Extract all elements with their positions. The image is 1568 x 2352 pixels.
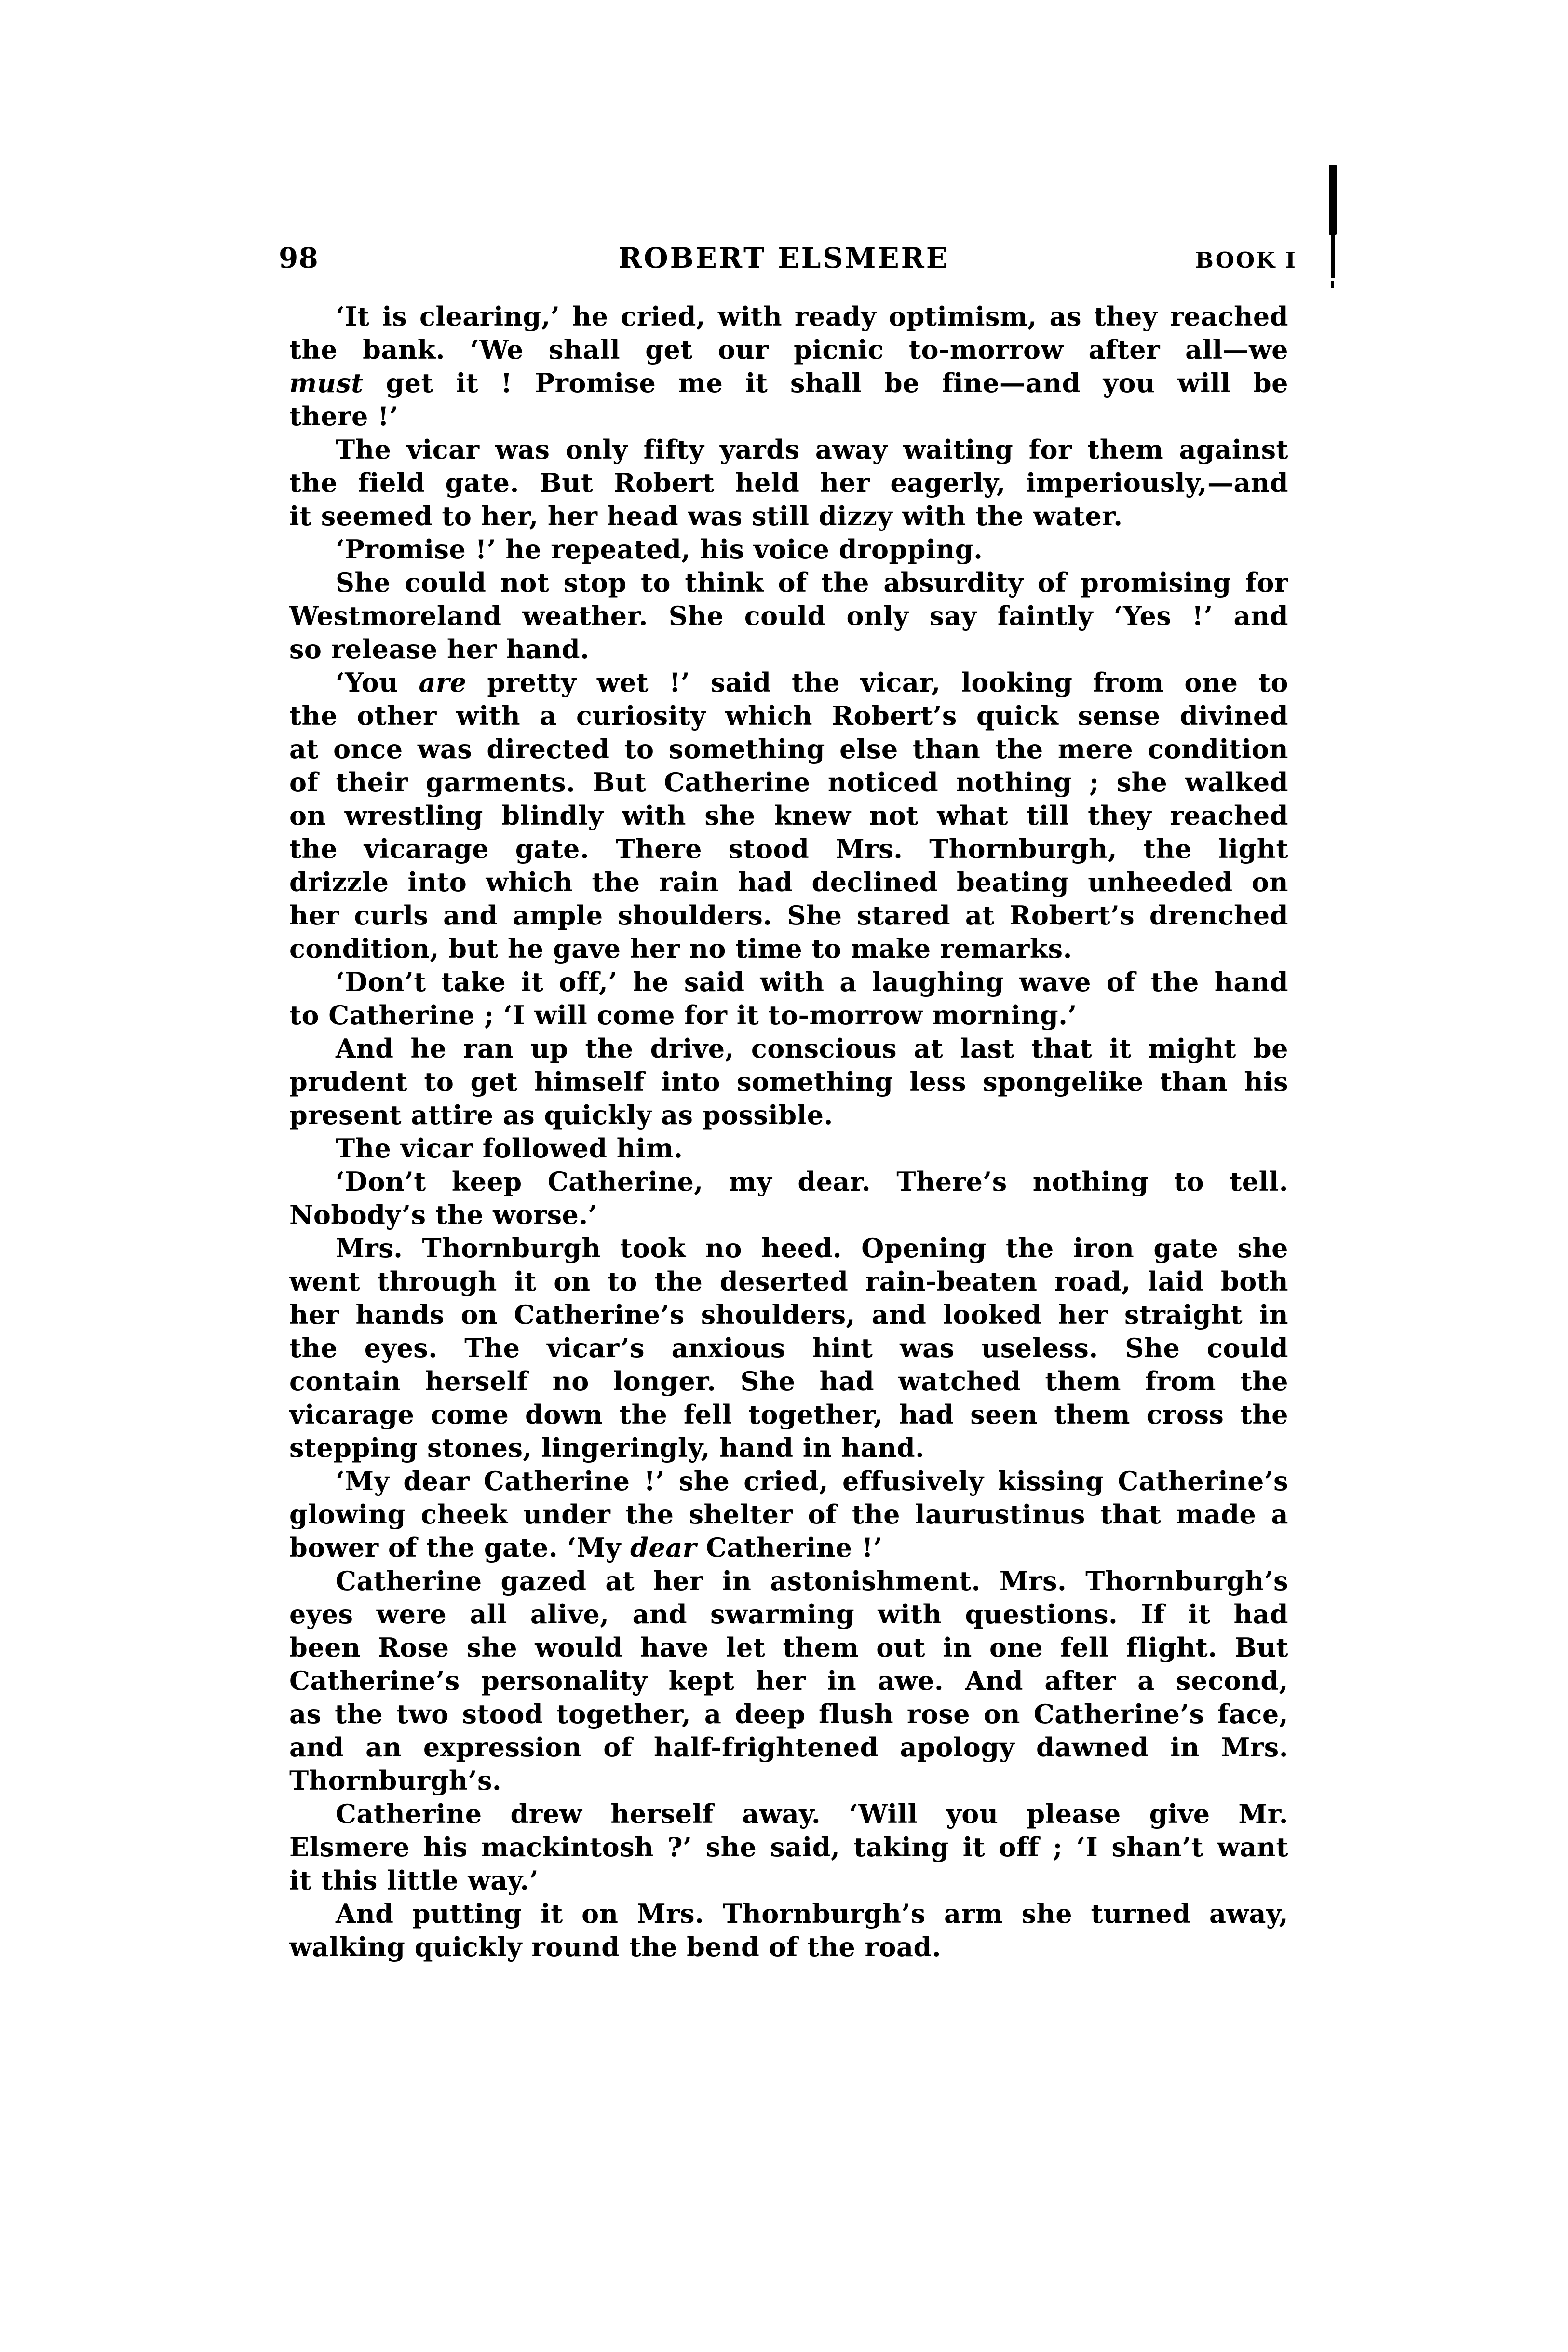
- running-title: ROBERT ELSMERE: [618, 242, 950, 274]
- text-line: [289, 1465, 1288, 1498]
- text-line: [289, 1598, 1288, 1631]
- text-segment: as the two stood together, a deep flush rose on Catherine’s face,: [289, 1699, 1288, 1729]
- text-segment: on wrestling blindly with she knew not what till they reached: [289, 800, 1288, 831]
- text-line: [289, 300, 1288, 333]
- text-line: [289, 699, 1288, 733]
- text-line: [289, 1864, 1288, 1897]
- text-segment: prudent to get himself into something less spongelike than his: [289, 1066, 1288, 1097]
- paragraph: [289, 1232, 1288, 1465]
- text-segment: Catherine gazed at her in astonishment. Mrs. Thornburgh’s: [336, 1565, 1288, 1596]
- text-segment: the field gate. But Robert held her eagerly, imperiously,—and: [289, 467, 1288, 498]
- text-line: [289, 733, 1288, 766]
- text-line: [289, 1664, 1288, 1698]
- scan-artifact-segment: [1331, 281, 1334, 288]
- text-line: [289, 1132, 1288, 1165]
- text-line: [289, 1365, 1288, 1398]
- text-line: [289, 1698, 1288, 1731]
- text-segment: and an expression of half-frightened apology dawned in Mrs.: [289, 1732, 1288, 1763]
- text-line: [289, 1332, 1288, 1365]
- paragraph: [289, 1564, 1288, 1797]
- text-segment: The vicar followed him.: [336, 1133, 683, 1164]
- text-segment: Elsmere his mackintosh ?’ she said, taking it off ; ‘I shan’t want: [289, 1832, 1288, 1863]
- text-line: [289, 1531, 1288, 1564]
- paragraph: [289, 965, 1288, 1032]
- italic-word: dear: [630, 1532, 697, 1563]
- text-segment: there !’: [289, 401, 399, 432]
- text-segment: And putting it on Mrs. Thornburgh’s arm she turned away,: [336, 1898, 1288, 1929]
- text-line: [289, 1298, 1288, 1332]
- text-segment: Westmoreland weather. She could only say faintly ‘Yes !’ and: [289, 600, 1288, 631]
- text-line: [289, 766, 1288, 799]
- text-line: [289, 633, 1288, 666]
- text-segment: pretty wet !’ said the vicar, looking from one to: [466, 667, 1289, 698]
- text-line: [289, 1564, 1288, 1598]
- text-line: [289, 1032, 1288, 1065]
- text-segment: get it ! Promise me it shall be fine—and you will be: [363, 367, 1288, 398]
- text-segment: vicarage come down the fell together, had seen them cross the: [289, 1399, 1288, 1430]
- text-segment: eyes were all alive, and swarming with questions. If it had: [289, 1599, 1288, 1630]
- text-line: [289, 899, 1288, 932]
- paragraph: [289, 1465, 1288, 1564]
- text-line: [289, 1498, 1288, 1531]
- text-segment: the bank. ‘We shall get our picnic to-morrow after all—we: [289, 334, 1288, 365]
- text-line: [289, 1265, 1288, 1298]
- text-segment: so release her hand.: [289, 634, 590, 665]
- text-line: [289, 1198, 1288, 1232]
- text-segment: Catherine drew herself away. ‘Will you please give Mr.: [336, 1798, 1288, 1829]
- text-line: [289, 1931, 1288, 1964]
- page-number: 98: [279, 242, 319, 274]
- text-segment: Catherine !’: [696, 1532, 883, 1563]
- paragraph: [289, 566, 1288, 666]
- text-segment: her hands on Catherine’s shoulders, and looked her straight in: [289, 1299, 1288, 1330]
- text-segment: her curls and ample shoulders. She stared at Robert’s drenched: [289, 900, 1288, 931]
- text-line: [289, 433, 1288, 466]
- paragraph: [289, 1797, 1288, 1897]
- book-label: BOOK I: [1195, 247, 1297, 273]
- text-line: [289, 1731, 1288, 1764]
- text-segment: to Catherine ; ‘I will come for it to-morrow morning.’: [289, 1000, 1077, 1031]
- text-segment: bower of the gate. ‘My: [289, 1532, 631, 1563]
- text-segment: ‘My dear Catherine !’ she cried, effusively kissing Catherine’s: [336, 1466, 1288, 1496]
- text-line: [289, 799, 1288, 832]
- paragraph: [289, 300, 1288, 433]
- text-line: [289, 666, 1288, 699]
- italic-word: are: [419, 667, 467, 698]
- text-segment: condition, but he gave her no time to make remarks.: [289, 933, 1072, 964]
- paragraph: [289, 433, 1288, 533]
- text-segment: Mrs. Thornburgh took no heed. Opening the iron gate she: [336, 1233, 1288, 1264]
- text-segment: been Rose she would have let them out in one fell flight. But: [289, 1632, 1288, 1663]
- text-segment: ‘Don’t take it off,’ he said with a laughing wave of the hand: [336, 966, 1288, 997]
- text-segment: went through it on to the deserted rain-beaten road, laid both: [289, 1266, 1288, 1297]
- text-line: [289, 1797, 1288, 1831]
- paragraph: [289, 1165, 1288, 1232]
- text-segment: And he ran up the drive, conscious at last that it might be: [336, 1033, 1288, 1064]
- text-segment: it this little way.’: [289, 1865, 539, 1896]
- text-line: [289, 1831, 1288, 1864]
- text-segment: the vicarage gate. There stood Mrs. Thornburgh, the light: [289, 833, 1288, 864]
- text-segment: the eyes. The vicar’s anxious hint was useless. She could: [289, 1332, 1288, 1363]
- paragraph: [289, 666, 1288, 965]
- text-segment: the other with a curiosity which Robert’s quick sense divined: [289, 700, 1288, 731]
- text-line: [289, 1897, 1288, 1931]
- text-line: [289, 1232, 1288, 1265]
- text-line: [289, 932, 1288, 965]
- text-segment: The vicar was only fifty yards away waiting for them against: [336, 434, 1288, 465]
- text-segment: ‘Promise !’ he repeated, his voice dropping.: [336, 534, 983, 565]
- text-segment: stepping stones, lingeringly, hand in hand.: [289, 1432, 925, 1463]
- text-segment: walking quickly round the bend of the road.: [289, 1931, 942, 1962]
- text-segment: She could not stop to think of the absurdity of promising for: [336, 567, 1288, 598]
- text-segment: ‘It is clearing,’ he cried, with ready optimism, as they reached: [336, 301, 1288, 332]
- paragraph: [289, 533, 1288, 566]
- text-segment: Thornburgh’s.: [289, 1765, 502, 1796]
- text-line: [289, 599, 1288, 633]
- text-segment: present attire as quickly as possible.: [289, 1100, 833, 1130]
- text-line: [289, 400, 1288, 433]
- scan-artifact-segment: [1331, 231, 1335, 278]
- text-line: [289, 333, 1288, 367]
- text-line: [289, 1165, 1288, 1198]
- scan-artifact-segment: [1329, 165, 1337, 235]
- text-line: [289, 466, 1288, 500]
- paragraph: [289, 1132, 1288, 1165]
- text-line: [289, 1764, 1288, 1797]
- paragraph: [289, 1897, 1288, 1964]
- text-segment: drizzle into which the rain had declined beating unheeded on: [289, 867, 1288, 897]
- text-segment: Catherine’s personality kept her in awe. And after a second,: [289, 1665, 1288, 1696]
- text-line: [289, 1631, 1288, 1664]
- text-line: [289, 1431, 1288, 1465]
- text-line: [289, 832, 1288, 866]
- text-segment: at once was directed to something else than the mere condition: [289, 734, 1288, 764]
- text-line: [289, 1099, 1288, 1132]
- text-line: [289, 1065, 1288, 1099]
- text-line: [289, 1398, 1288, 1431]
- text-segment: it seemed to her, her head was still dizzy with the water.: [289, 501, 1123, 531]
- text-line: [289, 965, 1288, 999]
- italic-word: must: [289, 367, 364, 398]
- text-segment: glowing cheek under the shelter of the laurustinus that made a: [289, 1499, 1288, 1530]
- text-line: [289, 866, 1288, 899]
- text-line: [289, 566, 1288, 599]
- paragraph: [289, 1032, 1288, 1132]
- text-segment: contain herself no longer. She had watched them from the: [289, 1366, 1288, 1397]
- text-line: [289, 500, 1288, 533]
- text-line: [289, 999, 1288, 1032]
- text-line: [289, 533, 1288, 566]
- text-segment: of their garments. But Catherine noticed nothing ; she walked: [289, 767, 1288, 798]
- text-segment: ‘You: [336, 667, 419, 698]
- text-block: [289, 300, 1288, 1964]
- text-segment: ‘Don’t keep Catherine, my dear. There’s nothing to tell.: [336, 1166, 1288, 1197]
- text-line: [289, 367, 1288, 400]
- text-segment: Nobody’s the worse.’: [289, 1199, 597, 1230]
